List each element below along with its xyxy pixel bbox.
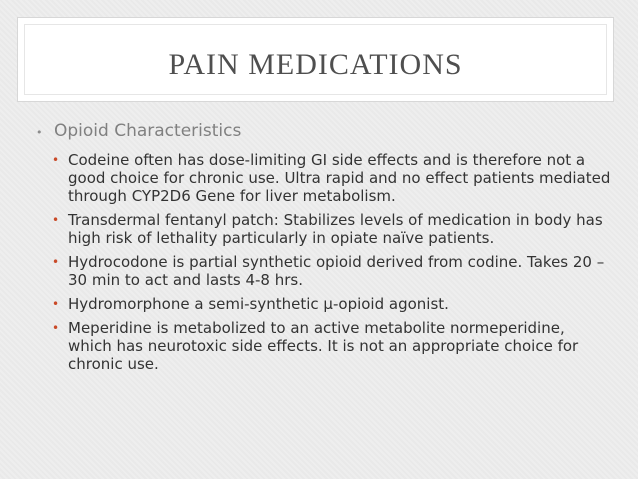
list-item-text: Transdermal fentanyl patch: Stabilizes levels of medication in body has high risk of lethality particularly in opiate naïve patients. xyxy=(68,211,603,247)
list-item-hydrocodone xyxy=(52,253,611,289)
level2-bullet: • xyxy=(52,153,60,167)
list-item-text: Hydromorphone a semi-synthetic μ-opioid agonist. xyxy=(68,295,449,313)
level2-bullet: • xyxy=(52,255,60,269)
slide-title: PAIN MEDICATIONS xyxy=(168,47,463,81)
level1-item xyxy=(36,121,611,143)
list-item-text: Hydrocodone is partial synthetic opioid derived from codine. Takes 20 – 30 min to act and lasts 4-8 hrs. xyxy=(68,253,605,289)
list-item-text: Meperidine is metabolized to an active metabolite normeperidine, which has neurotoxic side effects. It is not an appropriate choice for chronic use. xyxy=(68,319,579,373)
list-item-meperidine xyxy=(52,319,611,373)
list-item-codeine xyxy=(52,151,611,205)
title-box xyxy=(17,17,614,102)
list-item-text: Codeine often has dose-limiting GI side effects and is therefore not a good choice for chronic use. Ultra rapid and no effect patients mediated through CYP2D6 Gene for liver metabolism. xyxy=(68,151,611,205)
level2-bullet: • xyxy=(52,297,60,311)
level2-bullet: • xyxy=(52,213,60,227)
slide-content xyxy=(36,121,611,379)
level2-list xyxy=(52,151,611,373)
list-item-hydromorphone xyxy=(52,295,611,313)
level2-bullet: • xyxy=(52,321,60,335)
list-item-fentanyl xyxy=(52,211,611,247)
level1-text: Opioid Characteristics xyxy=(54,121,242,141)
level1-bullet: • xyxy=(36,126,43,139)
